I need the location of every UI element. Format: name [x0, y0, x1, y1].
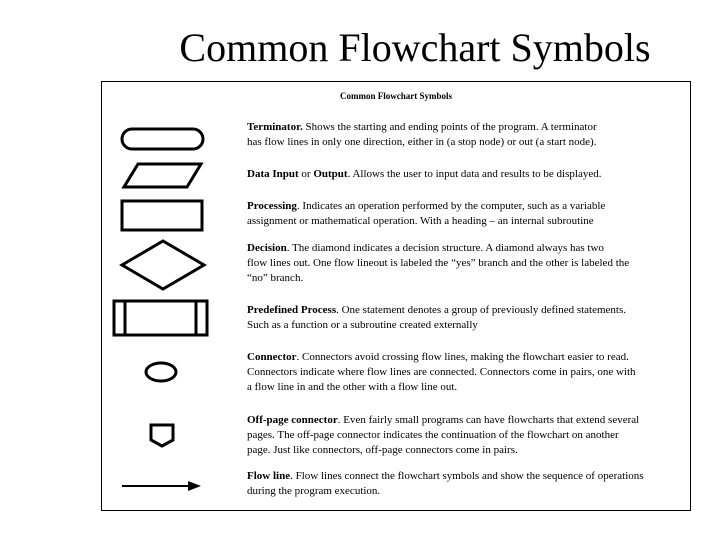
description-line: . Flow lines connect the flowchart symbols and show the sequence of operations [290, 470, 644, 482]
predefined-process-description [247, 303, 685, 333]
term: Terminator. [247, 121, 303, 133]
term: Processing [247, 200, 297, 212]
terminator-description [247, 120, 685, 150]
term: Connector [247, 351, 297, 363]
term: Off-page connector [247, 414, 338, 426]
connective: or [298, 168, 314, 180]
connector-description [247, 350, 685, 395]
description-line: Connectors indicate where flow lines are connected. Connectors come in pairs, one with [247, 366, 636, 378]
decision-description [247, 241, 685, 286]
term: Decision [247, 242, 287, 254]
description-line: . One statement denotes a group of previously defined statements. [336, 304, 627, 316]
description-line: a flow line in and the other with a flow line out. [247, 381, 458, 393]
term: Flow line [247, 470, 291, 482]
description-line: has flow lines in only one direction, either in (a stop node) or out (a start node). [247, 136, 597, 148]
processing-description [247, 199, 685, 229]
description-line: . Indicates an operation performed by the computer, such as a variable [296, 200, 606, 212]
data-io-description [247, 167, 685, 182]
description-line: during the program execution. [247, 485, 381, 497]
description-line: Shows the starting and ending points of the program. A terminator [302, 121, 597, 133]
term: Predefined Process [247, 304, 337, 316]
description-line: pages. The off-page connector indicates the continuation of the flowchart on another [247, 429, 619, 441]
description-line: assignment or mathematical operation. With a heading – an internal subroutine [247, 215, 594, 227]
description-line: Such as a function or a subroutine created externally [247, 319, 478, 331]
description-line: . Even fairly small programs can have flowcharts that extend several [337, 414, 640, 426]
term: Data Input [247, 168, 299, 180]
off-page-connector-description [247, 413, 685, 458]
description-line: . Connectors avoid crossing flow lines, making the flowchart easier to read. [296, 351, 629, 363]
document-heading: Common Flowchart Symbols [340, 91, 452, 101]
description-line: . The diamond indicates a decision structure. A diamond always has two [286, 242, 604, 254]
slide-title: Common Flowchart Symbols [179, 25, 651, 70]
description-line: “no” branch. [247, 272, 304, 284]
flow-line-description [247, 469, 685, 499]
description-line: . Allows the user to input data and results to be displayed. [347, 168, 602, 180]
description-line: page. Just like connectors, off-page connectors come in pairs. [247, 444, 518, 456]
term: Output [313, 168, 348, 180]
description-line: flow lines out. One flow lineout is labeled the “yes” branch and the other is labeled the [247, 257, 630, 269]
